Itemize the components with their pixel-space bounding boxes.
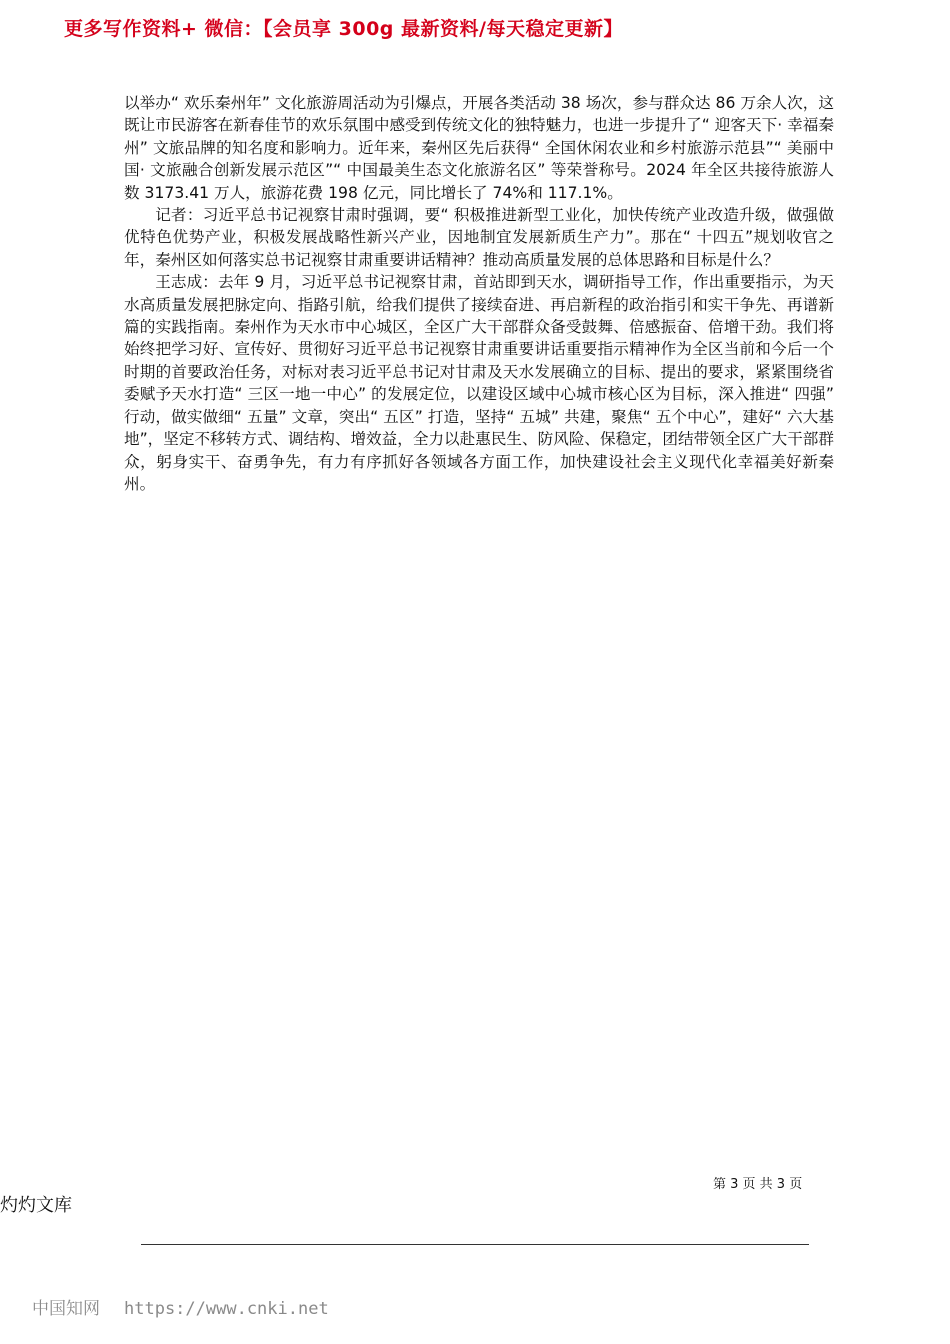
article-paragraph: 王志成：去年 9 月，习近平总书记视察甘肃，首站即到天水，调研指导工作，作出重要指示，为天水高质量发展把脉定向、指路引航，给我们提供了接续奋进、再启新程的政治指引和实干争先、再谱新篇的实践指南。秦州作为天水市中心城区，全区广大干部群众备受鼓舞、倍感振奋、倍增干劲。我们将始终把学习好、宣传好、贯彻好习近平总书记视察甘肃重要讲话重要指示精神作为全区当前和今后一个时期的首要政治任务，对标对表习近平总书记对甘肃及天水发展确立的目标、提出的要求，紧紧围绕省委赋予天水打造“ 三区一地一中心” 的发展定位，以建设区域中心城市核心区为目标，深入推进“ 四强” 行动，做实做细“ 五量” 文章，突出“ 五区” 打造，坚持“ 五城” 共建，聚焦“ 五个中心”，建好“ 六大基地”，坚定不移转方式、调结构、增效益，全力以赴惠民生、防风险、保稳定，团结带领全区广大干部群众，躬身实干、奋勇争先，有力有序抓好各领域各方面工作，加快建设社会主义现代化幸福美好新秦州。 xyxy=(124,273,834,493)
article-paragraph: 以举办“ 欢乐秦州年” 文化旅游周活动为引爆点，开展各类活动 38 场次，参与群众达 86 万余人次，这既让市民游客在新春佳节的欢乐氛围中感受到传统文化的独特魅力，也进一步提升了“ 迎客天下· 幸福秦州” 文旅品牌的知名度和影响力。近年来，秦州区先后获得“ 全国休闲农业和乡村旅游示范县”“ 美丽中国· 文旅融合创新发展示范区”“ 中国最美生态文化旅游名区” 等荣誉称号。2024 年全区共接待旅游人数 3173.41 万人，旅游花费 198 亿元，同比增长了 74%和 117.1%。 xyxy=(124,94,834,202)
source-watermark xyxy=(32,1294,329,1319)
page-number: 第 3 页 共 3 页 xyxy=(713,1177,803,1192)
watermark-name: 中国知网 xyxy=(32,1299,100,1319)
watermark-url: https://www.cnki.net xyxy=(124,1299,329,1319)
article-body xyxy=(124,92,834,495)
article-paragraph: 记者：习近平总书记视察甘肃时强调，要“ 积极推进新型工业化，加快传统产业改造升级，做强做优特色优势产业，积极发展战略性新兴产业，因地制宜发展新质生产力”。那在“ 十四五”规划收官之年，秦州区如何落实总书记视察甘肃重要讲话精神？推动高质量发展的总体思路和目标是什么？ xyxy=(124,206,834,269)
promo-banner: 更多写作资料+ 微信：【会员享 300g 最新资料/每天稳定更新】 xyxy=(64,18,623,40)
footer-divider xyxy=(141,1244,809,1245)
library-name: 灼灼文库 xyxy=(0,1195,72,1216)
